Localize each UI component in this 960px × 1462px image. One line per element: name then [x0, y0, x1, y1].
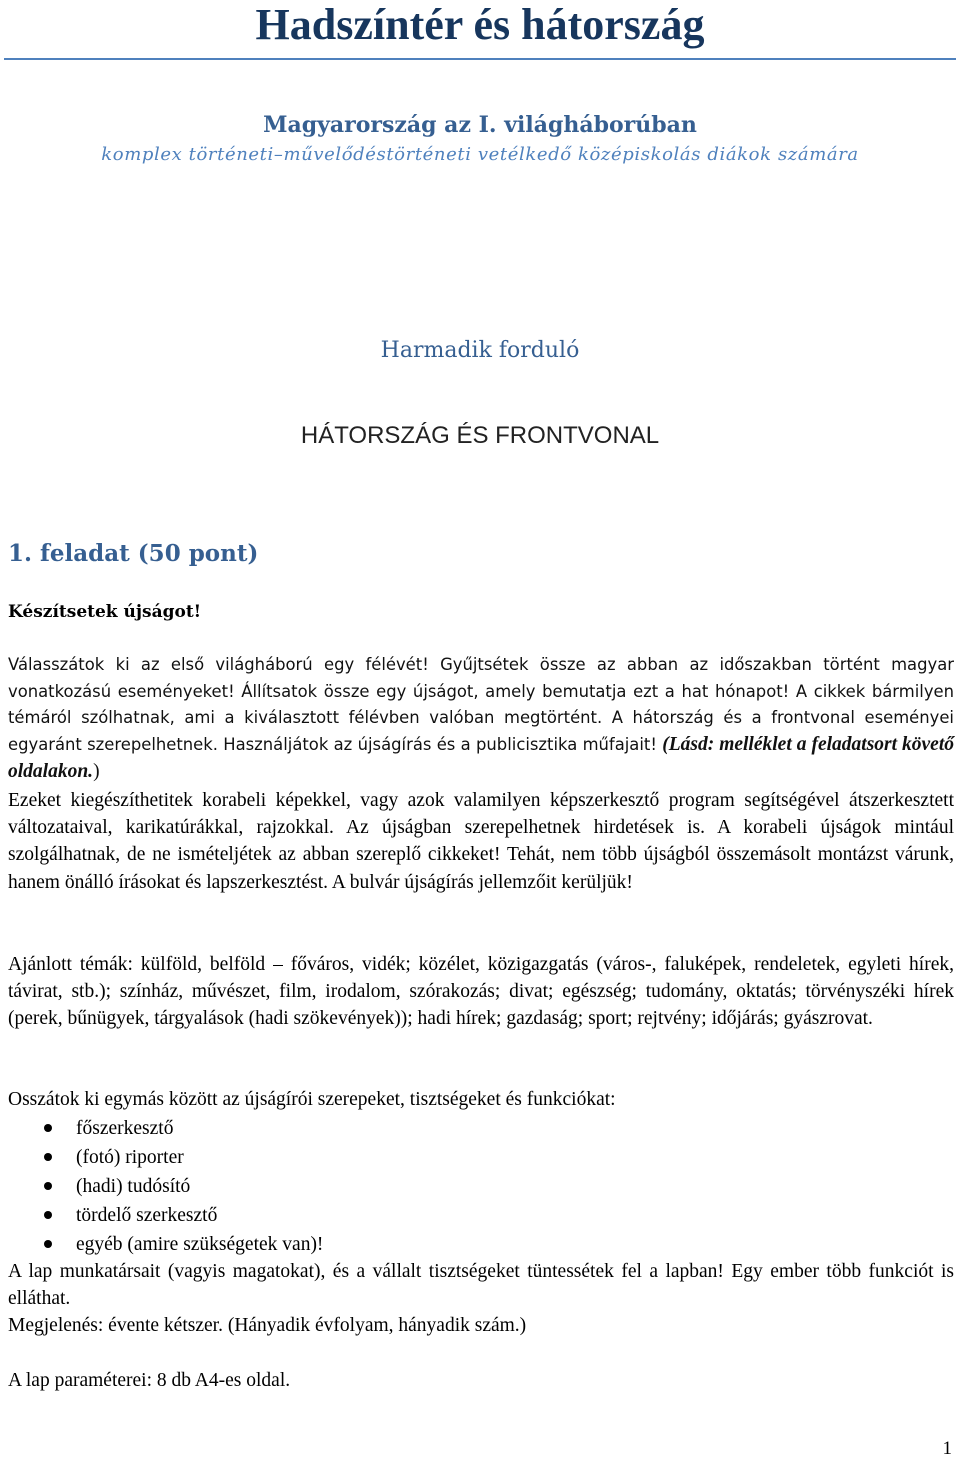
role-label: egyéb (amire szükségetek van)! [76, 1234, 324, 1255]
intro-text: Válasszátok ki az első világháború egy félévét! Gyűjtsétek össze az abban az időszakban történt magyar vonatkozású eseményeket! Állítsatok össze egy újságot, amely bemutatja ezt a hat hónapot! A cikkek bármilyen témáról szólhatnak, ami a kiválasztott félévben valóban megtörtént. A hátország és a frontvonal eseményei egyaránt szerepelhetnek. Használjátok az újságírás és a publicisztika műfajait! [8, 655, 954, 755]
roles-intro: Osszátok ki egymás között az újságírói szerepeket, tisztségeket és funkciókat: [8, 1089, 616, 1110]
competition-subtitle: komplex történeti–művelődéstörténeti vetélkedő középiskolás diákok számára [101, 144, 859, 165]
publication-frequency: Megjelenés: évente kétszer. (Hányadik évfolyam, hányadik szám.) [8, 1315, 527, 1336]
list-item [0, 1172, 323, 1201]
bullet-icon [44, 1211, 52, 1219]
bullet-icon [44, 1240, 52, 1248]
paper-parameters: A lap paraméterei: 8 db A4-es oldal. [8, 1370, 291, 1391]
task-instruction: Készítsetek újságot! [8, 602, 202, 622]
round-theme: HÁTORSZÁG ÉS FRONTVONAL [300, 422, 660, 449]
title-underline [4, 58, 956, 60]
page-title: Hadszíntér és hátország [255, 0, 705, 49]
appendix-reference: (Lásd: melléklet a feladatsort követő oldalakon. [8, 734, 954, 782]
topics-paragraph: Ajánlott témák: külföld, belföld – főváros, vidék; közélet, közigazgatás (város-, faluképek, rendeletek, egyleti hírek, távirat, stb.); színház, művészet, film, irodalom, szórakozás; divat; egészség; tudomány, oktatás; törvényszéki hírek (perek, bűnügyek, tárgyalások (hadi szökevények)); hadi hírek; gazdaság; sport; rejtvény; időjárás; gyászrovat. [8, 954, 954, 1030]
task-heading: 1. feladat (50 pont) [8, 540, 259, 567]
staff-note: A lap munkatársait (vagyis magatokat), és a vállalt tisztségeket tüntessétek fel a lapban! Egy ember több funkciót is elláthat. [8, 1261, 954, 1310]
role-label: (fotó) riporter [76, 1147, 184, 1168]
list-item [0, 1114, 323, 1143]
bullet-icon [44, 1153, 52, 1161]
intro-close: ) [93, 760, 100, 782]
details-paragraph: Ezeket kiegészíthetitek korabeli képekkel, vagy azok valamilyen képszerkesztő program segítségével átszerkesztett változataival, karikatúrákkal, rajzokkal. Az újságban szerepelhetnek hirdetések is. A korabeli újságok mintául szolgálhatnak, de ne ismételjétek az abban szereplő cikkeket! Tehát, nem több újságból összemásolt montázst várunk, hanem önálló írásokat és lapszerkesztést. A bulvár újságírás jellemzőit kerüljük! [8, 790, 954, 893]
role-label: főszerkesztő [76, 1118, 174, 1139]
round-label: Harmadik forduló [380, 338, 580, 363]
role-label: (hadi) tudósító [76, 1176, 191, 1197]
list-item [0, 1143, 323, 1172]
list-item [0, 1201, 323, 1230]
bullet-icon [44, 1182, 52, 1190]
list-item [0, 1230, 323, 1259]
role-label: tördelő szerkesztő [76, 1205, 218, 1226]
task-intro-paragraph [8, 652, 954, 786]
page-number: 1 [942, 1438, 952, 1459]
competition-name: Magyarország az I. világháborúban [263, 112, 697, 138]
roles-list [0, 1114, 323, 1259]
bullet-icon [44, 1124, 52, 1132]
